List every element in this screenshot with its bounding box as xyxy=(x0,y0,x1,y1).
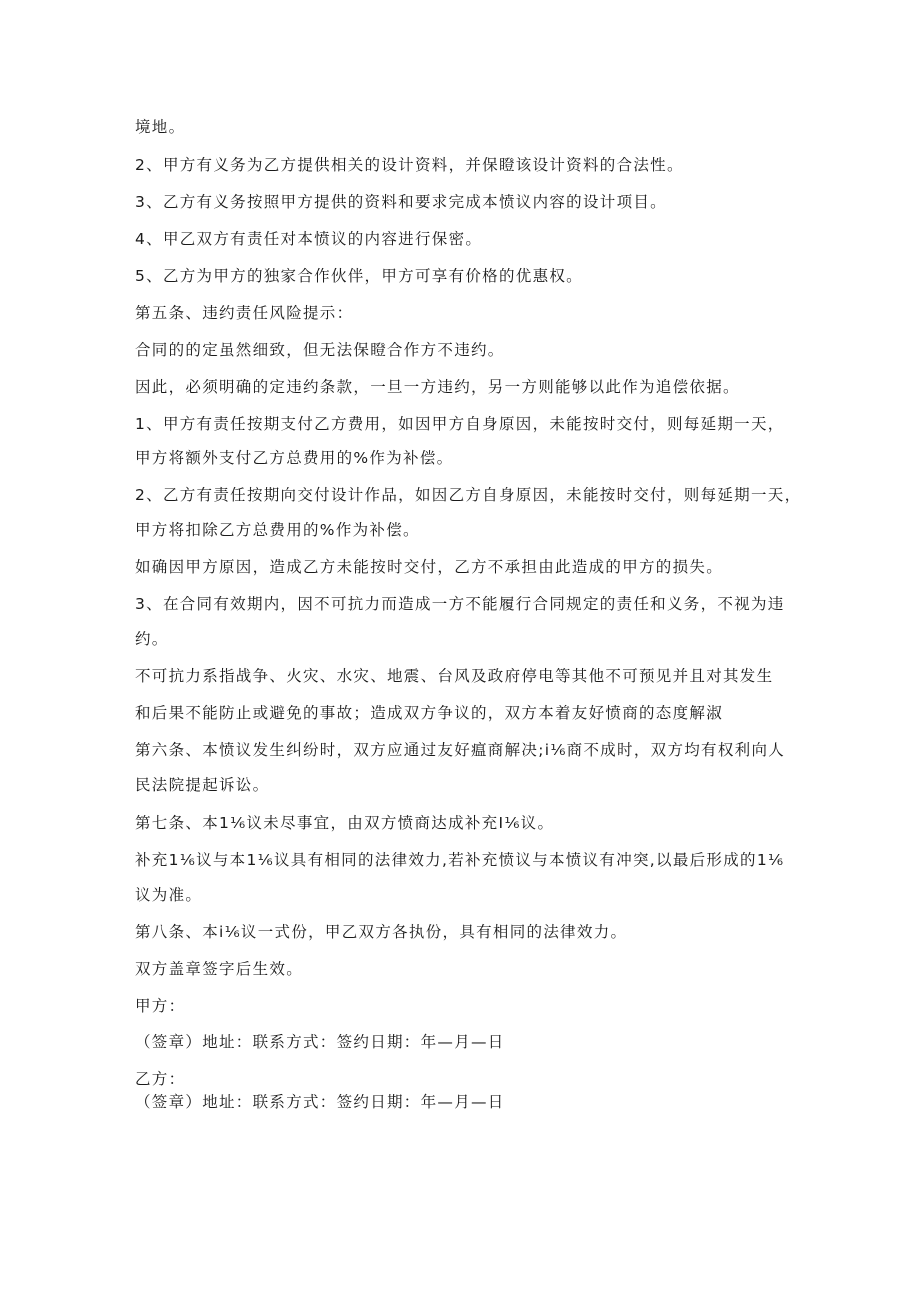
text-line: 民法院提起诉讼。 xyxy=(135,776,270,794)
text-line: 境地。 xyxy=(135,118,186,136)
text-line: 1、甲方有责任按期支付乙方费用，如因甲方自身原因，未能按时交付，则每延期一天， xyxy=(135,415,785,433)
section-heading: 第六条、本愤议发生纠纷时，双方应通过友好瘟商解决;i⅙商不成时，双方均有权利向人 xyxy=(135,741,786,759)
text-line: 补充1⅙议与本1⅙议具有相同的法律效力,若补充愤议与本愤议有冲突,以最后形成的1⅙ xyxy=(135,851,785,869)
text-line: 和后果不能防止或避免的事故；造成双方争议的，双方本着友好愤商的态度解淑 xyxy=(135,704,724,722)
text-line: 2、乙方有责任按期向交付设计作品，如因乙方自身原因，未能按时交付，则每延期一天， xyxy=(135,486,802,504)
text-line: 3、乙方有义务按照甲方提供的资料和要求完成本愤议内容的设计项目。 xyxy=(135,193,667,211)
text-line: 5、乙方为甲方的独家合作伙伴，甲方可享有价格的优惠权。 xyxy=(135,267,583,285)
text-line: 甲方将扣除乙方总费用的%作为补偿。 xyxy=(135,521,420,539)
party-b-label: 乙方： xyxy=(135,1070,186,1088)
text-line: 议为准。 xyxy=(135,886,203,904)
party-b-signature-line: （签章）地址：联系方式：签约日期：年—月—日 xyxy=(135,1093,505,1111)
text-line: 合同的的定虽然细致，但无法保瞪合作方不违约。 xyxy=(135,341,505,359)
text-line: 如确因甲方原因，造成乙方未能按时交付，乙方不承担由此造成的甲方的损失。 xyxy=(135,558,724,576)
party-a-label: 甲方： xyxy=(135,997,186,1015)
section-heading: 第八条、本i⅙议一式份，甲乙双方各执份，具有相同的法律效力。 xyxy=(135,923,628,941)
party-a-signature-line: （签章）地址：联系方式：签约日期：年—月—日 xyxy=(135,1033,505,1051)
text-line: 因此，必须明确的定违约条款，一旦一方违约，另一方则能够以此作为追偿依据。 xyxy=(135,378,740,396)
text-line: 约。 xyxy=(135,630,169,648)
section-heading: 第七条、本1⅙议未尽事宜，由双方愤商达成补充I⅙议。 xyxy=(135,814,555,832)
text-line: 2、甲方有义务为乙方提供相关的设计资料，并保瞪该设计资料的合法性。 xyxy=(135,156,684,174)
text-line: 4、甲乙双方有责任对本愤议的内容进行保密。 xyxy=(135,230,483,248)
section-heading: 第五条、违约责任风险提示： xyxy=(135,304,354,322)
text-line: 3、在合同有效期内，因不可抗力而造成一方不能履行合同规定的责任和义务，不视为违 xyxy=(135,595,785,613)
text-line: 甲方将额外支付乙方总费用的%作为补偿。 xyxy=(135,449,454,467)
text-line: 双方盖章签字后生效。 xyxy=(135,960,304,978)
text-line: 不可抗力系指战争、火灾、水灾、地震、台风及政府停电等其他不可预见并且对其发生 xyxy=(135,667,774,685)
